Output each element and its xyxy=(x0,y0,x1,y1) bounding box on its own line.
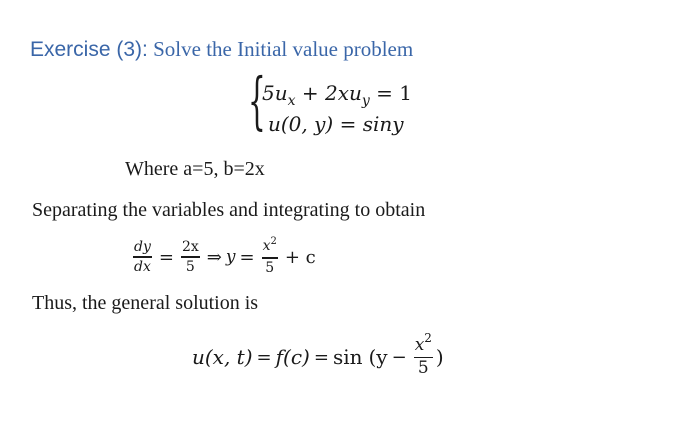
separating-text: Separating the variables and integrating to obtain xyxy=(32,199,426,221)
numerator-x-squared xyxy=(414,330,433,356)
exponent-2: 2 xyxy=(270,236,277,248)
denominator-5: 5 xyxy=(185,258,195,275)
fraction-dy-dx xyxy=(133,239,152,274)
subscript-y: y xyxy=(361,93,370,109)
numerator-2x: 2x xyxy=(181,239,199,256)
characteristic-equation xyxy=(130,232,320,282)
denominator-dx: dx xyxy=(134,258,151,275)
general-solution-intro: Thus, the general solution is xyxy=(32,292,259,314)
subscript-x: x xyxy=(287,93,296,109)
exercise-number: Exercise (3): xyxy=(30,38,148,61)
fraction-2x-5 xyxy=(181,239,200,274)
fraction-x2-5-solution xyxy=(414,330,433,379)
function-f-of-c: f(c) xyxy=(275,345,310,369)
equals-sign: = xyxy=(158,246,174,268)
exercise-title: Solve the Initial value problem xyxy=(147,37,414,61)
equals-sign: = xyxy=(256,346,272,368)
implies-arrow-icon: ⇒ xyxy=(206,246,222,268)
fraction-bar xyxy=(133,256,152,257)
term-5ux: 5u xyxy=(262,81,288,105)
left-brace-icon: { xyxy=(248,64,266,137)
base-x: x xyxy=(262,238,271,255)
term-2xuy: + 2xu xyxy=(295,81,362,105)
pde-equation xyxy=(262,81,412,108)
sine-function: sin xyxy=(332,345,363,369)
denominator-5: 5 xyxy=(265,259,275,276)
numerator-x-squared xyxy=(262,238,278,256)
fraction-x2-5 xyxy=(262,238,278,275)
rhs-one: = 1 xyxy=(369,81,412,105)
coefficients-text: Where a=5, b=2x xyxy=(125,158,265,180)
minus-sign: − xyxy=(391,346,407,368)
solution-lhs: u(x, t) xyxy=(192,345,253,369)
variable-y: y xyxy=(225,247,236,267)
fraction-bar xyxy=(181,256,200,257)
ic-rhs: siny xyxy=(362,112,404,136)
exercise-heading xyxy=(30,36,413,63)
ic-lhs: u(0, y) = xyxy=(268,112,363,136)
open-paren-y: (y xyxy=(368,345,388,369)
base-x: x xyxy=(414,334,425,355)
numerator-dy: dy xyxy=(134,239,151,256)
fraction-bar xyxy=(262,257,278,258)
close-paren: ) xyxy=(435,345,444,369)
denominator-5: 5 xyxy=(417,358,429,379)
plus-constant: + c xyxy=(284,246,316,268)
initial-condition xyxy=(268,112,404,136)
exponent-2: 2 xyxy=(424,330,432,345)
general-solution-equation xyxy=(192,325,444,389)
equation-system xyxy=(248,64,448,142)
equals-sign: = xyxy=(239,246,255,268)
equals-sign: = xyxy=(313,346,329,368)
